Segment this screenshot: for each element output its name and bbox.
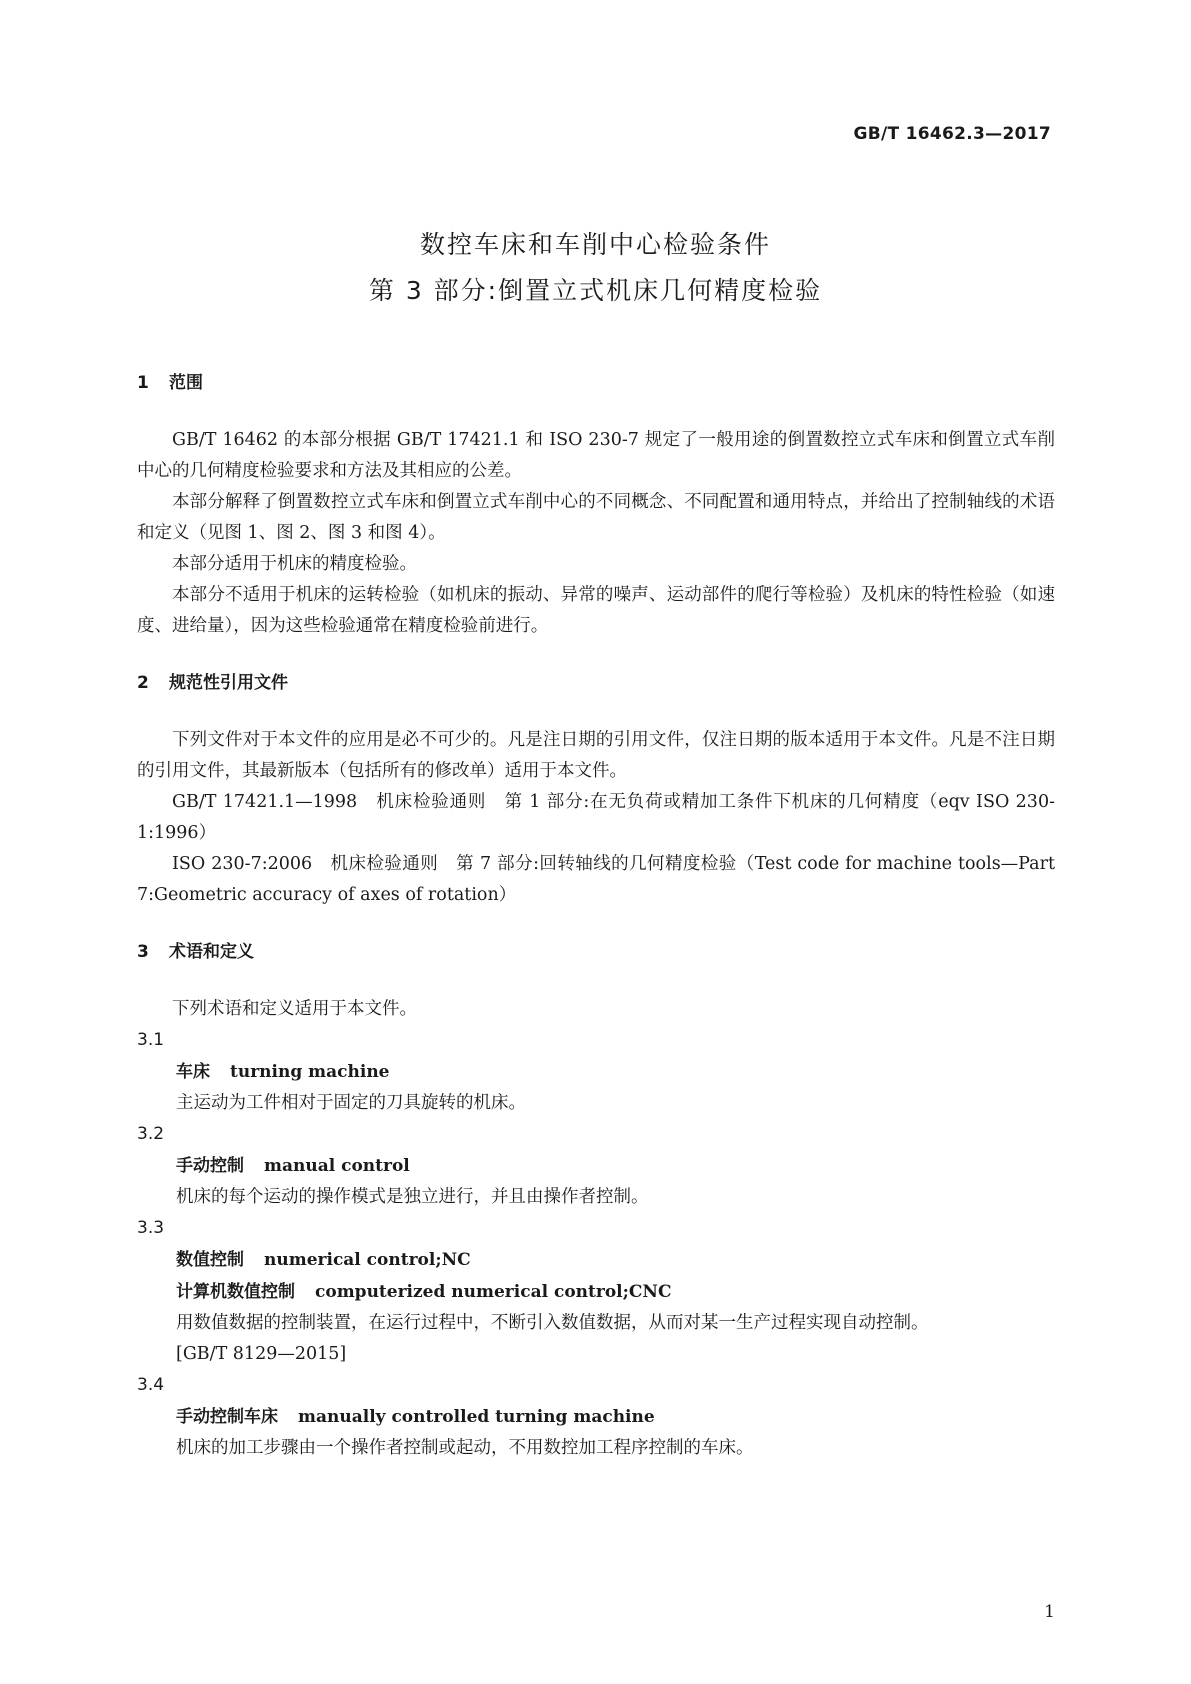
term-chinese: 手动控制车床 (176, 1407, 278, 1427)
paragraph: 下列术语和定义适用于本文件。 (172, 999, 417, 1019)
section-title: 范围 (169, 373, 203, 393)
paragraph: 本部分解释了倒置数控立式车床和倒置立式车削中心的不同概念、不同配置和通用特点，并给出了控制轴线的术语和定义（见图 1、图 2、图 3 和图 4）。 (137, 492, 1055, 543)
reference-entry: ISO 230-7:2006 机床检验通则 第 7 部分:回转轴线的几何精度检验（Test code for machine tools—Part 7:Geometric accuracy of axes of rotation） (137, 854, 1055, 905)
term-definition: 主运动为工件相对于固定的刀具旋转的机床。 (176, 1093, 526, 1113)
term-definition: 机床的加工步骤由一个操作者控制或起动，不用数控加工程序控制的车床。 (176, 1438, 754, 1458)
term-entry (137, 1150, 1055, 1182)
section-number: 1 (137, 373, 149, 393)
term-number: 3.1 (137, 1030, 165, 1050)
term-number: 3.3 (137, 1218, 165, 1238)
document-body (137, 368, 1055, 1464)
paragraph: GB/T 16462 的本部分根据 GB/T 17421.1 和 ISO 230-7 规定了一般用途的倒置数控立式车床和倒置立式车削中心的几何精度检验要求和方法及其相应的公差。 (137, 430, 1055, 481)
section-title: 术语和定义 (169, 942, 254, 962)
term-definition: 机床的每个运动的操作模式是独立进行，并且由操作者控制。 (176, 1187, 649, 1207)
title-line-2: 第 3 部分:倒置立式机床几何精度检验 (368, 276, 823, 305)
term-source: [GB/T 8129—2015] (176, 1344, 347, 1364)
paragraph: 下列文件对于本文件的应用是必不可少的。凡是注日期的引用文件，仅注日期的版本适用于本文件。凡是不注日期的引用文件，其最新版本（包括所有的修改单）适用于本文件。 (137, 730, 1055, 781)
page-number: 1 (1044, 1602, 1055, 1622)
term-number: 3.2 (137, 1124, 165, 1144)
reference-entry: GB/T 17421.1—1998 机床检验通则 第 1 部分:在无负荷或精加工条件下机床的几何精度（eqv ISO 230-1:1996） (137, 792, 1055, 843)
term-chinese: 数值控制 (176, 1250, 244, 1270)
section-3-heading (137, 937, 1055, 968)
section-2-heading (137, 668, 1055, 699)
section-title: 规范性引用文件 (169, 673, 288, 693)
title-line-1: 数控车床和车削中心检验条件 (419, 230, 771, 259)
paragraph: 本部分不适用于机床的运转检验（如机床的振动、异常的噪声、运动部件的爬行等检验）及机床的特性检验（如速度、进给量），因为这些检验通常在精度检验前进行。 (137, 585, 1055, 636)
section-number: 3 (137, 942, 149, 962)
term-english: manual control (264, 1156, 410, 1176)
term-number: 3.4 (137, 1375, 165, 1395)
term-chinese: 车床 (176, 1062, 210, 1082)
standard-code: GB/T 16462.3—2017 (853, 124, 1051, 144)
section-number: 2 (137, 673, 149, 693)
term-definition: 用数值数据的控制装置，在运行过程中，不断引入数值数据，从而对某一生产过程实现自动控制。 (176, 1313, 929, 1333)
term-english: numerical control;NC (264, 1250, 471, 1270)
term-chinese: 手动控制 (176, 1156, 244, 1176)
term-english: turning machine (230, 1062, 390, 1082)
term-english: computerized numerical control;CNC (315, 1282, 672, 1302)
term-entry (137, 1401, 1055, 1433)
term-entry (137, 1244, 1055, 1276)
paragraph: 本部分适用于机床的精度检验。 (172, 554, 417, 574)
document-title (0, 222, 1191, 314)
term-chinese: 计算机数值控制 (176, 1282, 295, 1302)
term-entry (137, 1056, 1055, 1088)
term-entry-synonym (137, 1276, 1055, 1308)
section-1-heading (137, 368, 1055, 399)
term-english: manually controlled turning machine (298, 1407, 655, 1427)
